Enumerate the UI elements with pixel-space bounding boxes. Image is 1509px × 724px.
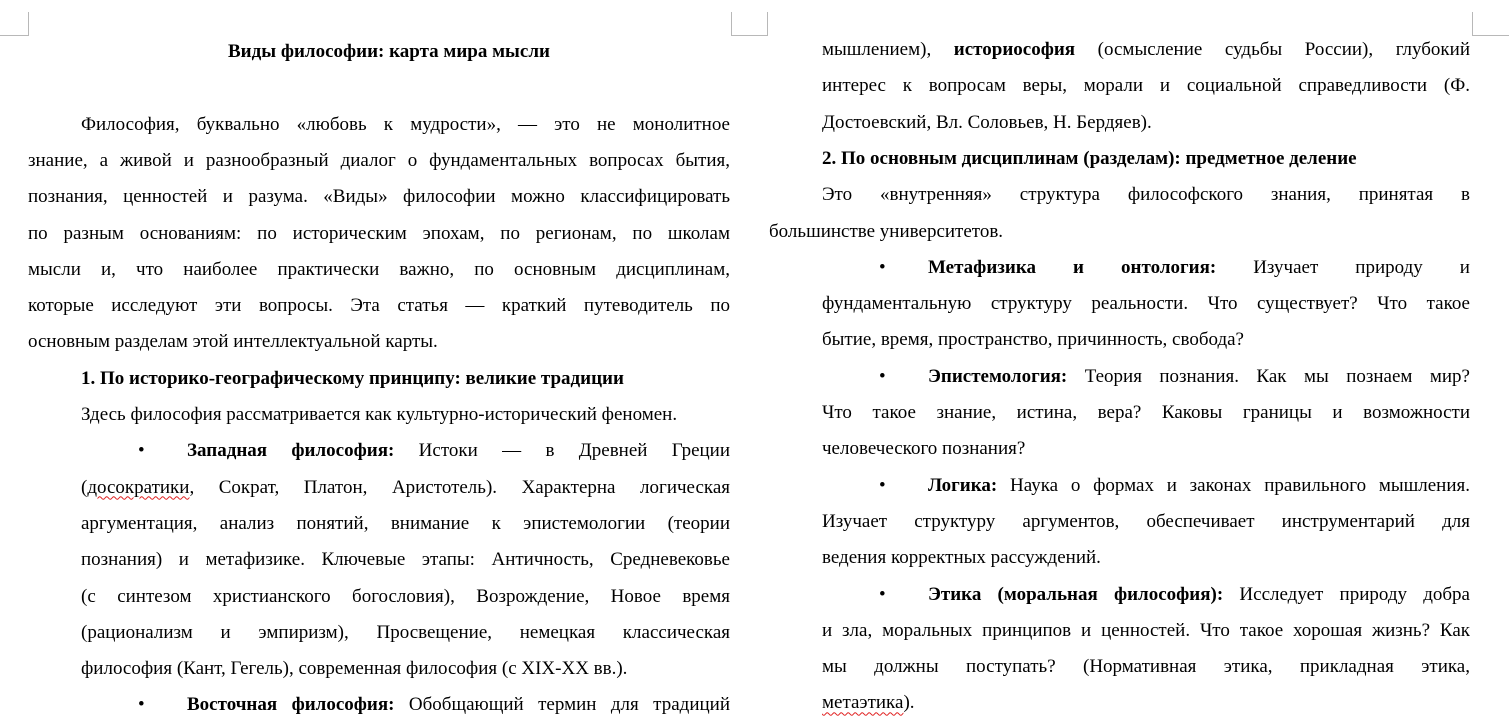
text-segment: Изучает природу и (1216, 256, 1470, 278)
bullet-icon: • (138, 440, 145, 462)
bullet-item (928, 359, 1470, 395)
bold-term: Эпистемология: (928, 365, 1068, 387)
bullet-item-line: ведения корректных рассуждений. (822, 547, 1101, 569)
bold-term: Восточная философия: (187, 694, 395, 716)
paragraph-line: интерес к вопросам веры, морали и социальной справедливости (Ф. (822, 75, 1470, 97)
bullet-item (928, 468, 1470, 504)
page-corner-mark (750, 35, 767, 36)
page-corner-mark (731, 12, 732, 36)
bullet-item-line: философия (Кант, Гегель), современная философия (с XIX-XX вв.). (81, 658, 628, 680)
bullet-icon: • (879, 583, 886, 605)
page-corner-mark (0, 35, 28, 36)
bullet-item-line: фундаментальную структуру реальности. Что существует? Что такое (822, 293, 1470, 315)
section-heading: 1. По историко-географическому принципу: великие традиции (81, 367, 624, 389)
page-corner-mark (1472, 12, 1473, 36)
bold-term: Метафизика и онтология: (928, 256, 1217, 278)
bullet-item-line: бытие, время, пространство, причинность, свобода? (822, 329, 1244, 351)
section-heading: 2. По основным дисциплинам (разделам): предметное деление (822, 147, 1357, 169)
bullet-item-line (822, 685, 1470, 721)
bold-term: Западная философия: (187, 440, 395, 462)
text-segment: Теория познания. Как мы познаем мир? (1067, 365, 1470, 387)
misspelled-word[interactable]: досократики (87, 476, 190, 498)
document-page-1[interactable] (28, 0, 730, 724)
text-segment: ). (903, 692, 915, 714)
document-page-2[interactable] (769, 0, 1470, 724)
paragraph-line: Достоевский, Вл. Соловьев, Н. Бердяев). (822, 111, 1152, 133)
text-segment: (осмысление судьбы России), глубокий (1075, 39, 1470, 60)
paragraph-line: познания, ценностей и разума. «Виды» философии можно классифицировать (28, 186, 730, 208)
bullet-item (928, 250, 1470, 286)
bullet-icon: • (879, 474, 886, 496)
bullet-icon: • (879, 256, 886, 278)
bullet-item (187, 433, 730, 469)
paragraph-line: мысли и, что наиболее практически важно, по основным дисциплинам, (28, 258, 730, 280)
text-segment: , Сократ, Платон, Аристотель). Характерна логическая (189, 476, 730, 498)
bullet-item-line (81, 470, 730, 506)
bullet-item-line: Изучает структуру аргументов, обеспечивает инструментарий для (822, 510, 1470, 532)
misspelled-word[interactable]: метаэтика (822, 692, 904, 714)
bullet-item-line: аргументация, анализ понятий, внимание к эпистемологии (теории (81, 512, 730, 534)
text-segment: Наука о формах и законах правильного мышления. (997, 474, 1470, 496)
bold-term: Этика (моральная философия): (928, 583, 1224, 605)
text-segment: Исследует природу добра (1223, 583, 1470, 605)
bullet-icon: • (138, 694, 145, 716)
bullet-item (928, 577, 1470, 613)
bullet-item-line: человеческого познания? (822, 438, 1026, 460)
paragraph-line: которые исследуют эти вопросы. Эта статья — краткий путеводитель по (28, 295, 730, 317)
text-segment: ( (81, 476, 88, 498)
paragraph-line: знание, а живой и разнообразный диалог о фундаментальных вопросах бытия, (28, 149, 730, 171)
paragraph-line: Это «внутренняя» структура философского знания, принятая в (822, 184, 1470, 206)
bullet-item-line: (рационализм и эмпиризм), Просвещение, немецкая классическая (81, 621, 730, 643)
paragraph-line (822, 32, 1470, 68)
text-segment: мышлением), (822, 39, 954, 60)
page-corner-mark (1472, 35, 1509, 36)
page-corner-mark (767, 12, 768, 36)
bold-term: Логика: (928, 474, 998, 496)
bullet-item-line: Что такое знание, истина, вера? Каковы границы и возможности (822, 402, 1470, 423)
bullet-item (187, 687, 730, 723)
document-title: Виды философии: карта мира мысли (228, 41, 550, 62)
text-segment: Обобщающий термин для традиций (394, 694, 730, 716)
bullet-item-line: познания) и метафизике. Ключевые этапы: Античность, Средневековье (81, 549, 730, 571)
bullet-icon: • (879, 365, 886, 387)
paragraph-line: Здесь философия рассматривается как культурно-исторический феномен. (81, 404, 678, 425)
page-corner-mark (731, 35, 750, 36)
paragraph-line: большинстве университетов. (769, 220, 1004, 242)
bullet-item-line: и зла, моральных принципов и ценностей. Что такое хорошая жизнь? Как (822, 619, 1470, 641)
paragraph-line: Философия, буквально «любовь к мудрости», — это не монолитное (81, 113, 730, 135)
paragraph-line: по разным основаниям: по историческим эпохам, по регионам, по школам (28, 222, 730, 244)
paragraph-line: основным разделам этой интеллектуальной карты. (28, 331, 438, 353)
bullet-item-line: (с синтезом христианского богословия), Возрождение, Новое время (81, 585, 730, 607)
bullet-item-line: мы должны поступать? (Нормативная этика, прикладная этика, (822, 656, 1470, 678)
bold-term: историософия (953, 39, 1076, 60)
text-segment: Истоки — в Древней Греции (394, 440, 731, 462)
